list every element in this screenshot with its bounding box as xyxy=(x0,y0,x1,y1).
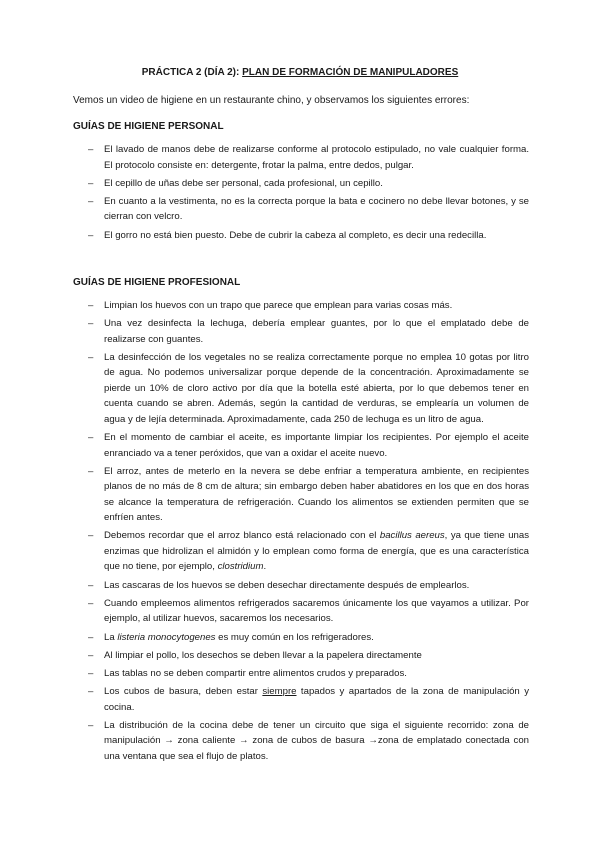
list-item: – El lavado de manos debe de realizarse conforme al protocolo estipulado, no vale cualquier forma. El protocolo consiste en: detergente, frotar la palma, entre dedos, pulgar. xyxy=(88,142,529,173)
list-item: – En el momento de cambiar el aceite, es importante limpiar los recipientes. Por ejemplo el aceite enranciado va a tener peróxidos, que van a oxidar el aceite nuevo. xyxy=(88,430,529,461)
title-prefix: PRÁCTICA 2 (DÍA 2): xyxy=(141,67,243,78)
list-item: – El arroz, antes de meterlo en la nevera se debe enfriar a temperatura ambiente, en recipientes planos de no más de 8 cm de altura; sin embargo deben haber abatidores en los que en dos horas se alcance la temperatura de refrigeración. Cuando los alimentos se extienden permiten que se enfríen antes. xyxy=(88,464,529,526)
title-main: PLAN DE FORMACIÓN DE MANIPULADORES xyxy=(242,67,459,78)
list-item: – Cuando empleemos alimentos refrigerados sacaremos únicamente los que vayamos a utilizar. Por ejemplo, al utilizar huevos, sacaremos los necesarios. xyxy=(88,596,529,627)
list-item: – Una vez desinfecta la lechuga, debería emplear guantes, por lo que el emplatado debe de realizarse con guantes. xyxy=(88,316,529,347)
text-run: . xyxy=(263,561,267,573)
list-item xyxy=(88,684,529,715)
list-item: – Las tablas no se deben compartir entre alimentos crudos y preparados. xyxy=(88,666,529,682)
italic-term: bacillus aereus xyxy=(379,530,445,542)
list-item: – Las cascaras de los huevos se deben desechar directamente después de emplearlos. xyxy=(88,578,529,594)
list-item xyxy=(88,528,529,575)
list-item: – El gorro no está bien puesto. Debe de cubrir la cabeza al completo, es decir una redecilla. xyxy=(88,228,529,244)
list-item: – El cepillo de uñas debe ser personal, cada profesional, un cepillo. xyxy=(88,176,529,192)
italic-term: clostridium xyxy=(217,561,264,573)
text-run: es muy común en los refrigeradores. xyxy=(215,631,374,643)
list-item: – Limpian los huevos con un trapo que parece que emplean para varias cosas más. xyxy=(88,298,529,314)
list-item xyxy=(88,630,529,646)
text-run: La xyxy=(104,631,118,643)
section-heading-profesional: GUÍAS DE HIGIENE PROFESIONAL xyxy=(73,277,241,288)
list-item: – En cuanto a la vestimenta, no es la correcta porque la bata e cocinero no debe llevar botones, y se cierran con velcro. xyxy=(88,194,529,225)
list-item: – La distribución de la cocina debe de tener un circuito que siga el siguiente recorrido: zona de manipulación → zona caliente → zona de cubos de basura →zona de emplatado conectada con una ventana que sea el flujo de platos. xyxy=(88,718,529,765)
italic-term: listeria monocytogenes xyxy=(117,631,216,643)
section-heading-personal: GUÍAS DE HIGIENE PERSONAL xyxy=(73,121,224,132)
intro-paragraph: Vemos un video de higiene en un restaurante chino, y observamos los siguientes errores: xyxy=(73,95,470,106)
profesional-list xyxy=(88,298,529,767)
text-run: Los cubos de basura, deben estar xyxy=(104,686,263,698)
underlined-word: siempre xyxy=(262,686,297,698)
list-item: – Al limpiar el pollo, los desechos se deben llevar a la papelera directamente xyxy=(88,648,529,664)
text-run: Debemos recordar que el arroz blanco está relacionado con el xyxy=(104,530,380,542)
personal-list xyxy=(88,142,529,246)
text-run: tapados y apartados de la zona de manipulación y cocina. xyxy=(104,686,529,713)
list-item: – La desinfección de los vegetales no se realiza correctamente porque no emplea 10 gotas por litro de agua. No podemos universalizar porque depende de la concentración. Aproximadamente se pierde un 10% de cloro activo por día que la botella esté abierta, por lo que debemos tener en cuenta cuando se abren. Además, según la cantidad de verduras, se emplearía un volumen de agua y de lejía determinada. Aproximadamente, cada 250 de lechuga es un litro de agua. xyxy=(88,350,529,428)
text-run: , ya que tiene unas enzimas que hidrolizan el almidón y lo emplean como forma de energía, que es una característica que no tiene, por ejemplo, xyxy=(104,530,529,573)
page-title xyxy=(0,67,600,78)
